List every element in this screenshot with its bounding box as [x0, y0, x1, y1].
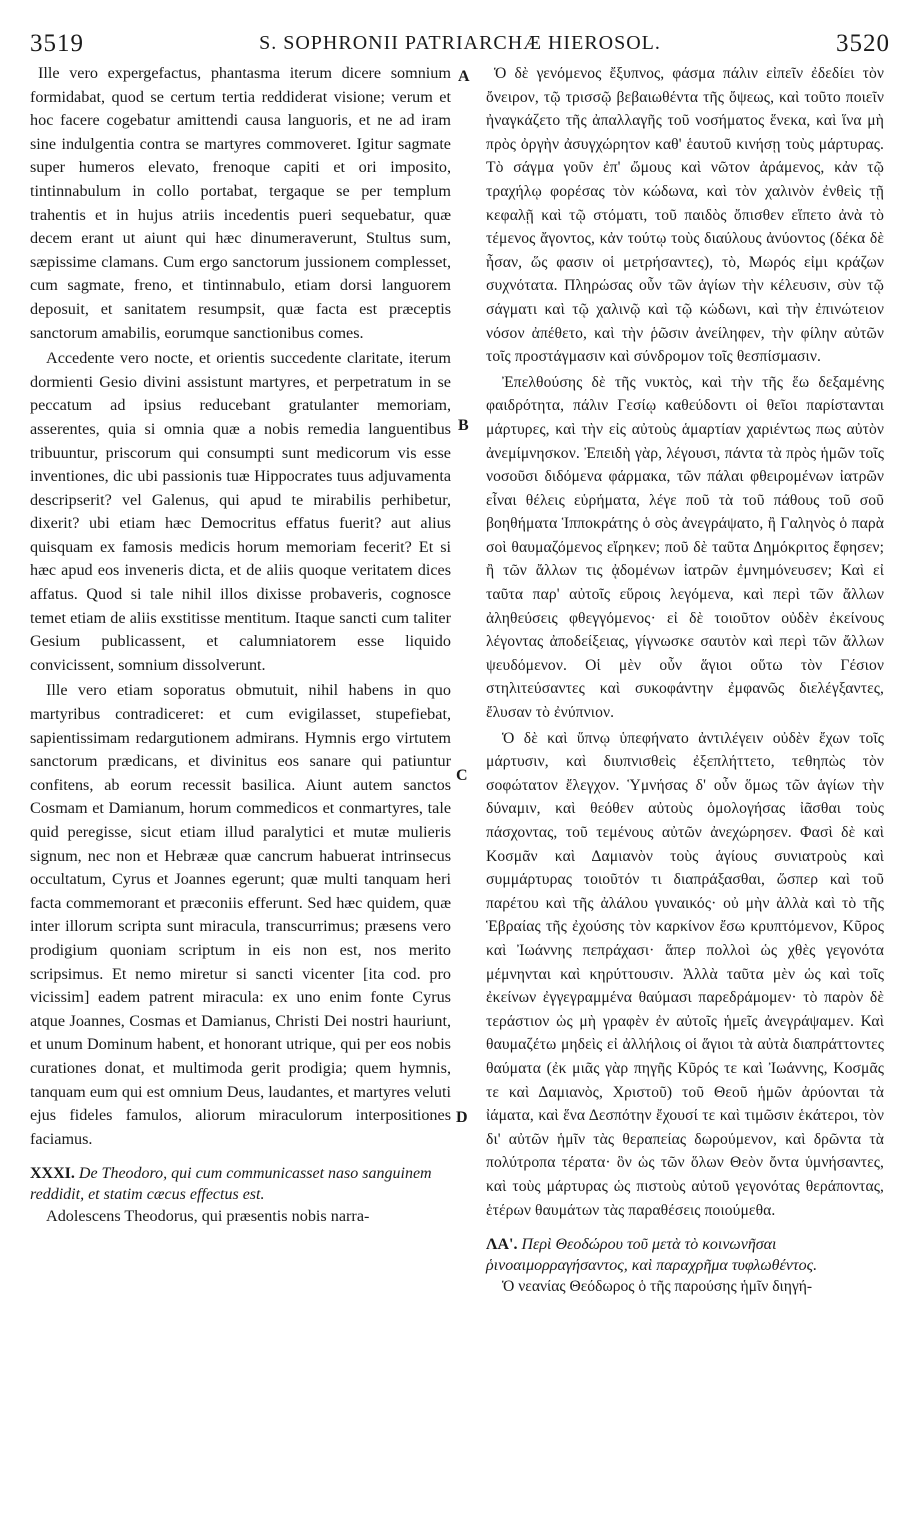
greek-paragraph-3: Ὁ δὲ καὶ ὕπνῳ ὑπεφήνατο ἀντιλέγειν οὐδὲν ἔχων τοῖς μάρτυσιν, καὶ διυπνισθεὶς ἐξεπλήττετο, τεθηπὼς τὸν σοφώτατον ἔλεγχον. Ὑμνήσας δ' οὖν ὅμως τῶν ἁγίων τὴν δύναμιν, καὶ θεόθεν αὐτοὺς ὁμολογήσας ἰᾶσθαι τοὺς πάσχοντας, τοῦ τεμένους αὐτῶν ἀνεχώρησεν. Φασὶ δὲ καὶ Κοσμᾶν καὶ Δαμιανὸν τοὺς ἁγίους συνιατροὺς καὶ συμμάρτυρας τοιοῦτόν τι διαπράξασθαι, ὥσπερ καὶ τοῦ παρέτου καὶ τῆς ἀλάλου γυναικός· οὐ μὴν ἀλλὰ καὶ τὸ τῆς Ἑβραίας τῆς ἐχούσης τὸν καρκίνον ἔσω κρυπτόμενον, Κῦρος καὶ Ἰωάννης πεπράχασι· ἅπερ πολλοὶ ὡς χθὲς γεγονότα μέμνηνται καὶ κηρύττουσιν. Ἀλλὰ ταῦτα μὲν ὡς καὶ τοῖς ἐκείνων ἐγγεγραμμένα θαύμασι παρεδράμομεν· τὸ παρὸν δὲ τεράστιον ὡς μὴ γραφὲν ἐν αὐτοῖς ἡμεῖς ἀνεγράψαμεν. Καὶ θαυμαζέτω μηδεὶς εἰ ἀλλήλοις οἱ ἅγιοι τὰ αὐτὰ διαπράττοντες θαύματα (ἐκ μιᾶς γὰρ πηγῆς Κῦρός τε καὶ Ἰωάννης, Κοσμᾶς τε καὶ Δαμιανὸς, Χριστοῦ) τοῦ Θεοῦ ἡμῶν ἀρύονται τὰ ἰάματα, καὶ ἕνα Δεσπότην ἔχουσί τε καὶ τιμῶσιν ἑκάτεροι, τὸν δι' αὐτῶν ἡμῖν τὰς θεραπείας δωρούμενον, καὶ δρῶντα τὰ πολύτροπα τέρατα· ὃν ὡς τῶν ὅλων Θεὸν ὄντα ὑμνήσαντες, καὶ τοὺς μάρτυρας ὡς πιστοὺς αὐτοῦ γεγονότας θεράποντας, ἑτέρων θαυμάτων τὰς παραθέσεις ποιούμεθα.	[486, 729, 884, 1219]
greek-column	[486, 62, 884, 1298]
latin-paragraph-3: Ille vero etiam soporatus obmutuit, nihil habens in quo martyribus contradiceret: et cum evigilasset, stupefiebat, sapientissimam redargutionem admirans. Hymnis ergo virtutem sanctorum prædicans, et divinitus eos sanare qui patiuntur confitens, ab eorum recessit basilica. Aiunt autem sanctos Cosmam et Damianum, horum commedicos et conmartyres, tale quid peregisse, sicut etiam illud paralytici et mutæ mulieris signum, nec non et Hebrææ quæ cancrum habuerat intrinsecus occultatum, Cyrus et Joannes egerunt; quæ multi tanquam heri facta commemorant et præconiis efferunt. Sed hæc quidem, quæ inter illorum scripta sunt miracula, transcurrimus; præsens vero prodigium quoniam scriptum in eis non est, nos merito scripsimus. Et nemo miretur si sancti vicenter [ita cod. pro vicissim] eadem patrent miracula: ex uno enim fonte Cyrus atque Joannes, Cosmas et Damianus, Christi Dei nostri hauriunt, et unum Dominum habent, et honorant utrique, qui per eos nobis curationes donat, et multimoda gerit prodigia; quem hymnis, tanquam eum qui est omnium Deus, laudantes, et martyres veluti ejus fideles famulos, aliorum miraculorum interpositiones faciamus.	[30, 681, 451, 1148]
greek-trailing-line: Ὁ νεανίας Θεόδωρος ὁ τῆς παρούσης ἡμῖν διηγή-	[502, 1278, 813, 1296]
margin-letter-a: A	[458, 68, 470, 85]
page-number-left: 3519	[30, 30, 84, 57]
latin-paragraph-1: Ille vero expergefactus, phantasma iterum dicere somnium formidabat, quod se certum tertia reddiderat visione; verum et hoc facere cogebatur amittendi causa languoris, et ne ad iram sine indulgentia contra se martyres commoveret. Igitur sagmate super humeros elevato, frenoque capiti et ori imposito, tintinnabulum in collo portabat, tergaque se per templum trahentis et in hujus atriis incedentis pueri sequebatur, quæ decem erant ut aiunt qui hæc dinumeraverunt, Stultus sum, sæpissime clamans. Cum ergo sanctorum jussionem complesset, cum sagmate, freno, et tintinnabulo, etiam dorsi languorem deposuit, et sanitatem resumpsit, quæ facta est præceptis sanctorum amabilis, eorumque sanctionibus comes.	[30, 64, 451, 342]
latin-column	[30, 62, 451, 1227]
latin-chapter-heading	[30, 1163, 451, 1205]
greek-chapter-heading	[486, 1234, 884, 1276]
latin-chapter-title: De Theodoro, qui cum communicasset naso sanguinem reddidit, et statim cæcus effectus est.	[30, 1165, 432, 1204]
latin-chapter-number: XXXI.	[30, 1165, 75, 1183]
greek-paragraph-1: Ὁ δὲ γενόμενος ἔξυπνος, φάσμα πάλιν εἰπεῖν ἐδεδίει τὸν ὄνειρον, τῷ τρισσῷ βεβαιωθέντα τῆς ὄψεως, καὶ τοῦτο ποιεῖν ἠναγκάζετο τῆς ἀπαλλαγῆς τοῦ νοσήματος ἕνεκα, καὶ ἵνα μὴ πρὸς ὀργὴν ἀσυγχώρητον καθ' ἑαυτοῦ κινήσῃ τοὺς μάρτυρας. Τὸ σάγμα γοῦν ἐπ' ὤμους καὶ νῶτον ἀράμενος, κἀν τῷ τραχήλῳ φορέσας τὸν κώδωνα, καὶ τὸν χαλινὸν ἐνθεὶς τῇ κεφαλῇ καὶ τῷ στόματι, τοῦ παιδὸς ὄπισθεν εἵπετο ἀνὰ τὸ τέμενος ἄγοντος, κἀν τούτῳ τοὺς διαύλους ἀνύοντος (δέκα δὲ ἦσαν, ὥς φασιν οἱ μετρήσαντες), τὸ, Μωρός εἰμι κράζων συχνότατα. Πληρώσας οὖν τῶν ἁγίων τὴν κέλευσιν, σὺν τῷ σάγματι καὶ τῷ χαλινῷ καὶ τῷ κώδωνι, καὶ τὴν ἐπινώτειον νόσον ἀπέθετο, καὶ τὴν ῥῶσιν ἀνείληφεν, τὴν φίλην αὐτῶν τοῖς προστάγμασιν καὶ σύνδρομον τοῖς θεσπίσμασιν.	[486, 65, 884, 366]
latin-trailing-line: Adolescens Theodorus, qui præsentis nobis narra-	[46, 1207, 370, 1226]
margin-letter-b: B	[458, 417, 469, 434]
greek-chapter-title: Περὶ Θεοδώρου τοῦ μετὰ τὸ κοινωνῆσαι ῥινοαιμορραγήσαντος, καὶ παραχρῆμα τυφλωθέντος.	[486, 1236, 818, 1275]
running-title: S. SOPHRONII PATRIARCHÆ HIEROSOL.	[259, 32, 661, 54]
margin-letter-c: C	[456, 767, 468, 784]
latin-paragraph-2: Accedente vero nocte, et orientis succedente claritate, iterum dormienti Gesio divini assistunt martyres, et perpetratum in se peccatum ad ipsius reducebant gratulanter memoriam, asserentes, quia si omnia quæ a nobis remedia languentibus tribuuntur, priscorum qui consumpti sunt medicorum vis esse inventiones, dic ubi passionis tuæ Hippocrates tuus adjuvamenta descripserit? vel Galenus, qui apud te mirabilis perhibetur, dixerit? ubi etiam hæc Democritus effatus fuerit? aut alius quisquam ex famosis medicis horum memoriam fecerit? Et si hæc apud eos inveneris dicta, et de aliis quoque veritatem dices affatus. Quod si tale nihil illos dixisse probaveris, cognosce temet etiam de aliis exstitisse mentitum. Itaque sancti cum taliter Gesium publicassent, et calumniatorem esse liquido convicissent, somnium dissolverunt.	[30, 349, 451, 674]
greek-chapter-number: ΛΑ'.	[486, 1236, 518, 1254]
greek-paragraph-2: Ἐπελθούσης δὲ τῆς νυκτὸς, καὶ τὴν τῆς ἕω δεξαμένης φαιδρότητα, πάλιν Γεσίῳ καθεύδοντι οἱ θεῖοι παρίστανται μάρτυρες, καὶ τὴν εἰς αὐτοὺς ἁμαρτίαν χαριέντως πως αὐτὸν ἀνεμίμνησκον. Ἐπειδὴ γὰρ, λέγουσι, πάντα τὰ πρὸς ἡμῶν τοῖς νοσοῦσι διδόμενα φάρμακα, τῶν πάλαι φθειρομένων ἰατρῶν εἶναι θέλεις εὑρήματα, λέγε ποῦ τὰ τοῦ πάθους τοῦ σοῦ βοηθήματα Ἱπποκράτης ὁ σὸς ἀνεγράψατο, ἢ Γαληνὸς ὁ παρὰ σοὶ θαυμαζόμενος εἴρηκεν; ποῦ δὲ ταῦτα Δημόκριτος ἔφησεν; ἢ τῶν ἄλλων τις ᾀδομένων ἰατρῶν ἐμνημόνευσεν; Καὶ εἰ ταῦτα παρ' αὐτοῖς εὕροις λεγόμενα, καὶ περὶ τῶν ἄλλων ἀληθεύσεις φθεγγόμενος· εἰ δὲ τοιοῦτον οὐδὲν ἐκείνους λέγοντας ἀποδείξειας, γίγνωσκε σαυτὸν καὶ περὶ τῶν ἄλλων ψευδόμενον. Οἱ μὲν οὖν ἅγιοι οὕτω τὸν Γέσιον στηλιτεύσαντες καὶ συκοφάντην ἐμφανῶς διελέγξαντες, ἔλυσαν τὸ ἐνύπνιον.	[486, 373, 884, 722]
page-header	[30, 30, 890, 64]
page-number-right: 3520	[836, 30, 890, 57]
margin-letter-d: D	[456, 1109, 468, 1126]
